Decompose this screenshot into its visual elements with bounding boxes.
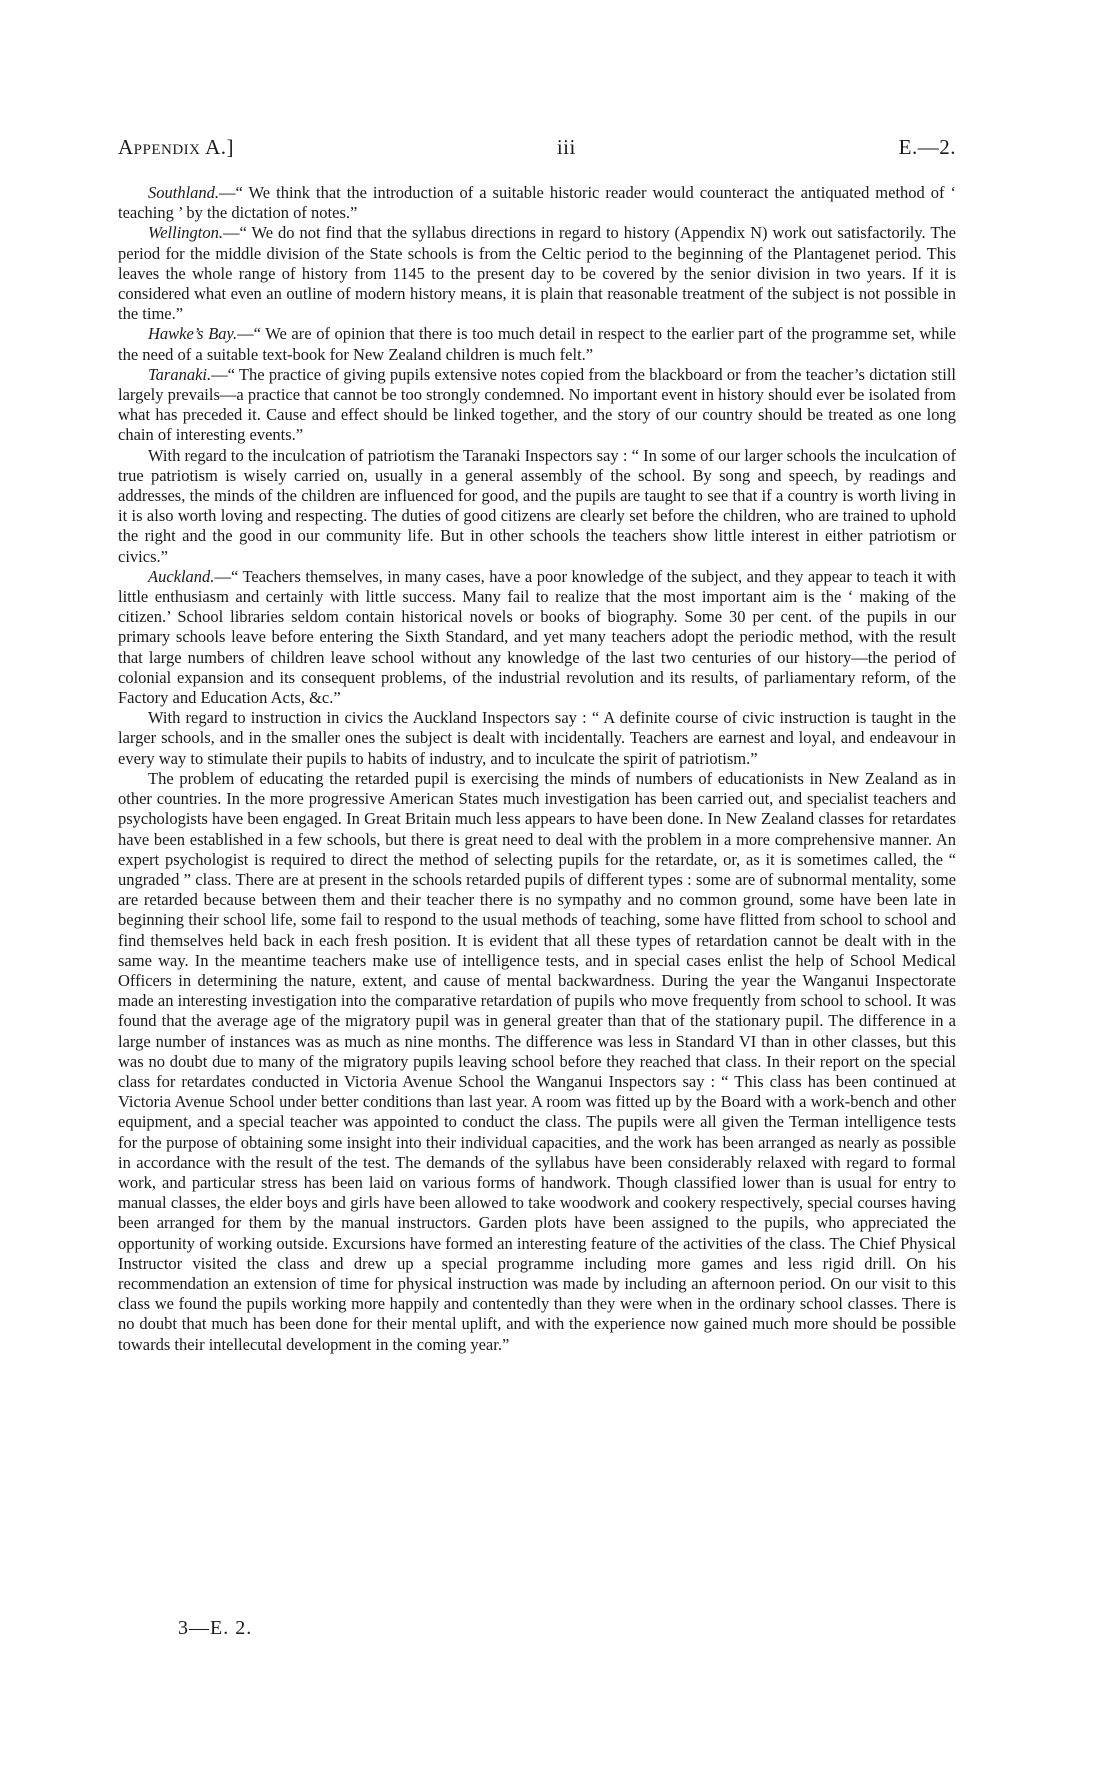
district-name: Auckland. [148,566,215,586]
district-name: Taranaki. [148,364,212,384]
paragraph [118,365,956,446]
body-text [118,183,956,1355]
paragraph-text: The problem of educating the retarded pupil is exercising the minds of numbers of educationists in New Zealand as in other countries. In the more progressive American States much investigation has been carried out, and specialist teachers and psychologists have been engaged. In Great Britain much less appears to have been done. In New Zealand classes for retardates have been established in a few schools, but there is great need to deal with the problem in a more comprehensive manner. An expert psychologist is required to direct the method of selecting pupils for the retardate, or, as it is sometimes called, the “ ungraded ” class. There are at present in the schools retarded pupils of different types : some are of subnormal mentality, some are retarded because between them and their teacher there is no sympathy and no common ground, some have been late in beginning their school life, some fail to respond to the usual methods of teaching, some have flitted from school to school and find themselves held back in each fresh position. It is evident that all these types of retardation cannot be dealt with in the same way. In the meantime teachers make use of intelligence tests, and in special cases enlist the help of School Medical Officers in determining the nature, extent, and cause of mental backwardness. During the year the Wanganui Inspectorate made an interesting investigation into the comparative retardation of pupils who move frequently from school to school. It was found that the average age of the migratory pupil was in general greater than that of the stationary pupil. The difference in a large number of instances was as much as nine months. The difference was less in Standard VI than in other classes, but this was no doubt due to many of the migratory pupils leaving school before they reached that class. In their report on the special class for retardates conducted in Victoria Avenue School the Wanganui Inspectors say : “ This class has been continued at Victoria Avenue School under better conditions than last year. A room was fitted up by the Board with a work-bench and other equipment, and a special teacher was appointed to conduct the class. The pupils were all given the Terman intelligence tests for the purpose of obtaining some insight into their individual capacities, and the work has been arranged as nearly as possible in accordance with the result of the test. The demands of the syllabus have been considerably relaxed with regard to formal work, and particular stress has been laid on various forms of handwork. Though classified lower than is usual for entry to manual classes, the elder boys and girls have been allowed to take woodwork and cookery respectively, special courses having been arranged for them by the manual instructors. Garden plots have been assigned to the pupils, who appreciated the opportunity of working outside. Excursions have formed an interesting feature of the activities of the class. The Chief Physical Instructor visited the class and drew up a special programme including more games and less rigid drill. On his recommendation an extension of time for physical instruction was made by including an afternoon period. On our visit to this class we found the pupils working more happily and contentedly than they were when in the ordinary school classes. There is no doubt that much has been done for their mental uplift, and with the experience now gained much more should be possible towards their intellecutal development in the coming year.” [118,768,956,1354]
paragraph [118,183,956,223]
paragraph-text: —“ We are of opinion that there is too much detail in respect to the earlier part of the programme set, while the need of a suitable text-book for New Zealand children is much felt.” [118,324,956,364]
report-code: E.—2. [898,135,956,159]
paragraph-text: —“ The practice of giving pupils extensive notes copied from the blackboard or from the teacher’s dictation still largely prevails—a practice that cannot be too strongly condemned. No important event in history should ever be isolated from what has preceded it. Cause and effect should be linked together, and the story of our country should be treated as one long chain of interesting events.” [118,364,956,445]
paragraph [118,446,956,567]
paragraph [118,708,956,769]
page-header [118,135,956,160]
district-name: Wellington. [148,223,224,243]
appendix-label: Appendix A.] [118,135,235,159]
paragraph [118,324,956,364]
district-name: Southland. [148,183,220,202]
paragraph-text: With regard to the inculcation of patriotism the Taranaki Inspectors say : “ In some of our larger schools the inculcation of true patriotism is wisely carried on, usually in a general assembly of the school. By song and speech, by readings and addresses, the minds of the children are influenced for good, and the pupils are taught to see that if a country is worth living in it is also worth loving and respecting. The duties of good citizens are clearly set before the children, who are trained to uphold the right and the good in our community life. But in other schools the teachers show little interest in either patriotism or civics.” [118,445,956,566]
signature-mark: 3—E. 2. [178,1617,253,1639]
paragraph-text: —“ We do not find that the syllabus directions in regard to history (Appendix N) work out satisfactorily. The period for the middle division of the State schools is from the Celtic period to the beginning of the Plantagenet period. This leaves the whole range of history from 1145 to the present day to be covered by the senior division in two years. If it is considered what even an outline of modern history means, it is plain that reasonable treatment of the subject is not possible in the time.” [118,223,956,324]
paragraph [118,567,956,708]
paragraph-text: —“ We think that the introduction of a suitable historic reader would counteract the antiquated method of ‘ teaching ’ by the dictation of notes.” [118,183,956,223]
paragraph-text: —“ Teachers themselves, in many cases, have a poor knowledge of the subject, and they appear to teach it with little enthusiasm and certainly with little success. Many fail to realize that the most important aim is the ‘ making of the citizen.’ School libraries seldom contain historical novels or books of biography. Some 30 per cent. of the pupils in our primary schools leave before entering the Sixth Standard, and yet many teachers adopt the periodic method, with the result that large numbers of children leave school without any knowledge of the last two centuries of our history—the period of colonial expansion and its consequent problems, of the industrial revolution and its results, of parliamentary reform, of the Factory and Education Acts, &c.” [118,566,956,708]
district-name: Hawke’s Bay. [148,324,238,344]
paragraph [118,223,956,324]
page-number: iii [556,135,576,159]
paragraph [118,769,956,1355]
paragraph-text: With regard to instruction in civics the Auckland Inspectors say : “ A definite course of civic instruction is taught in the larger schools, and in the smaller ones the subject is dealt with incidentally. Teachers are earnest and loyal, and endeavour in every way to stimulate their pupils to habits of industry, and to inculcate the spirit of patriotism.” [118,708,956,768]
